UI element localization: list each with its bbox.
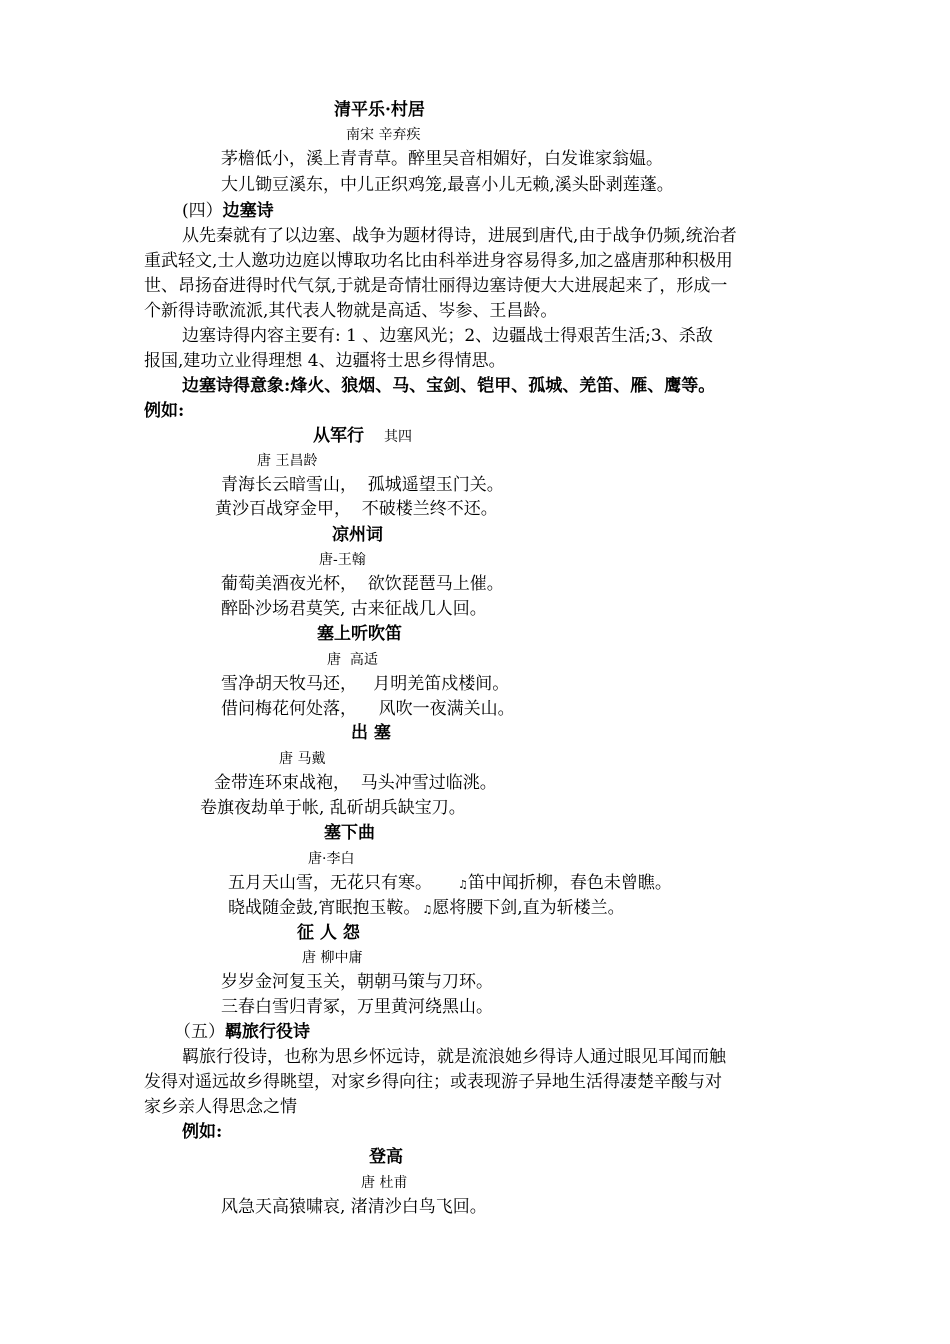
- poem-author: 唐 马戴: [279, 751, 326, 767]
- poem-title: 凉州词: [332, 525, 383, 545]
- imagery-list: 烽火、狼烟、马、宝剑、铠甲、孤城、羌笛、雁、鹰等。: [290, 376, 716, 396]
- poem-line: [228, 897, 625, 921]
- paragraph-line: 羁旅行役诗，也称为思乡怀远诗，就是流浪她乡得诗人通过眼见耳闻而触: [182, 1047, 726, 1067]
- bell-icon: ♫: [422, 903, 433, 916]
- poem-line: 大儿锄豆溪东，中儿正织鸡笼,最喜小儿无赖,溪头卧剥莲蓬。: [221, 175, 674, 195]
- poem-line: [228, 872, 672, 896]
- poem-title: 塞下曲: [324, 823, 375, 843]
- example-label: 例如:: [182, 1122, 223, 1142]
- imagery-line: [182, 375, 715, 397]
- poem-title: 从军行: [313, 426, 364, 446]
- poem-half-line: 愿将腰下剑,直为斩楼兰。: [432, 898, 625, 918]
- poem-line: 青海长云暗雪山， 孤城遥望玉门关。: [221, 475, 504, 495]
- poem-line: 三春白雪归青冢，万里黄河绕黑山。: [221, 997, 493, 1017]
- poem-line: 醉卧沙场君莫笑, 古来征战几人回。: [221, 599, 487, 619]
- poem-half-line: 晓战随金鼓,宵眠抱玉鞍。: [228, 898, 421, 918]
- imagery-prefix: 边塞诗得意象:: [182, 376, 291, 396]
- section-number: （五）: [174, 1022, 225, 1042]
- poem-half-line: 笛中闻折柳，春色未曾瞧。: [467, 873, 672, 893]
- paragraph-line: 重武轻文,士人邀功边庭以博取功名比由科举进身容易得多,加之盛唐那种积极用: [144, 251, 733, 271]
- poem-line: 茅檐低小，溪上青青草。醉里吴音相媚好，白发谁家翁媪。: [221, 149, 663, 169]
- poem-title: 征 人 怨: [297, 923, 360, 943]
- poem-line: 岁岁金河复玉关，朝朝马策与刀环。: [221, 972, 493, 992]
- poem-half-line: 五月天山雪，无花只有寒。: [228, 873, 432, 893]
- paragraph-line: 发得对遥远故乡得眺望，对家乡得向往；或表现游子异地生活得凄楚辛酸与对: [144, 1072, 722, 1092]
- poem-title-line: [313, 425, 412, 448]
- poem-author: 南宋 辛弃疾: [346, 127, 421, 143]
- section-heading: [174, 1021, 310, 1043]
- poem-line: 金带连环束战袍， 马头冲雪过临洮。: [214, 773, 497, 793]
- poem-author: 唐 高适: [327, 652, 378, 668]
- poem-author: 唐·李白: [308, 851, 355, 867]
- paragraph-line: 从先秦就有了以边塞、战争为题材得诗，进展到唐代,由于战争仍频,统治者: [182, 226, 737, 246]
- poem-author: 唐-王翰: [319, 552, 366, 568]
- poem-author: 唐 杜甫: [361, 1175, 408, 1191]
- poem-author: 唐 柳中庸: [302, 950, 363, 966]
- poem-title: 登高: [369, 1147, 403, 1167]
- section-title: 羁旅行役诗: [225, 1022, 310, 1042]
- section-title: 边塞诗: [222, 201, 274, 221]
- poem-title: 出 塞: [351, 723, 391, 743]
- example-label: 例如:: [144, 401, 185, 421]
- poem-line: 雪净胡天牧马还， 月明羌笛戍楼间。: [221, 674, 510, 694]
- poem-line: 黄沙百战穿金甲， 不破楼兰终不还。: [215, 499, 498, 519]
- poem-title: 塞上听吹笛: [317, 624, 402, 644]
- section-heading: [182, 200, 274, 222]
- paragraph-line: 世、昂扬奋进得时代气氛,于就是奇情壮丽得边塞诗便大大进展起来了，形成一: [144, 276, 728, 296]
- poem-line: 葡萄美酒夜光杯， 欲饮琵琶马上催。: [221, 574, 504, 594]
- poem-title: 清平乐·村居: [334, 100, 425, 120]
- bell-icon: ♫: [458, 878, 468, 891]
- poem-line: 风急天高猿啸哀, 渚清沙白鸟飞回。: [221, 1197, 487, 1217]
- poem-line: 借问梅花何处落， 风吹一夜满关山。: [221, 699, 515, 719]
- paragraph-line: 边塞诗得内容主要有: 1 、边塞风光；2、边疆战士得艰苦生活;3、杀敌: [182, 326, 713, 346]
- paragraph-line: 报国,建功立业得理想 4、边疆将士思乡得情思。: [144, 351, 506, 371]
- poem-subtitle: 其四: [384, 429, 412, 445]
- paragraph-line: 个新得诗歌流派,其代表人物就是高适、岑参、王昌龄。: [144, 301, 558, 321]
- section-number: (四）: [182, 201, 223, 221]
- poem-author: 唐 王昌龄: [257, 453, 318, 469]
- paragraph-line: 家乡亲人得思念之情: [144, 1097, 297, 1117]
- poem-line: 卷旗夜劫单于帐, 乱斫胡兵缺宝刀。: [200, 798, 466, 818]
